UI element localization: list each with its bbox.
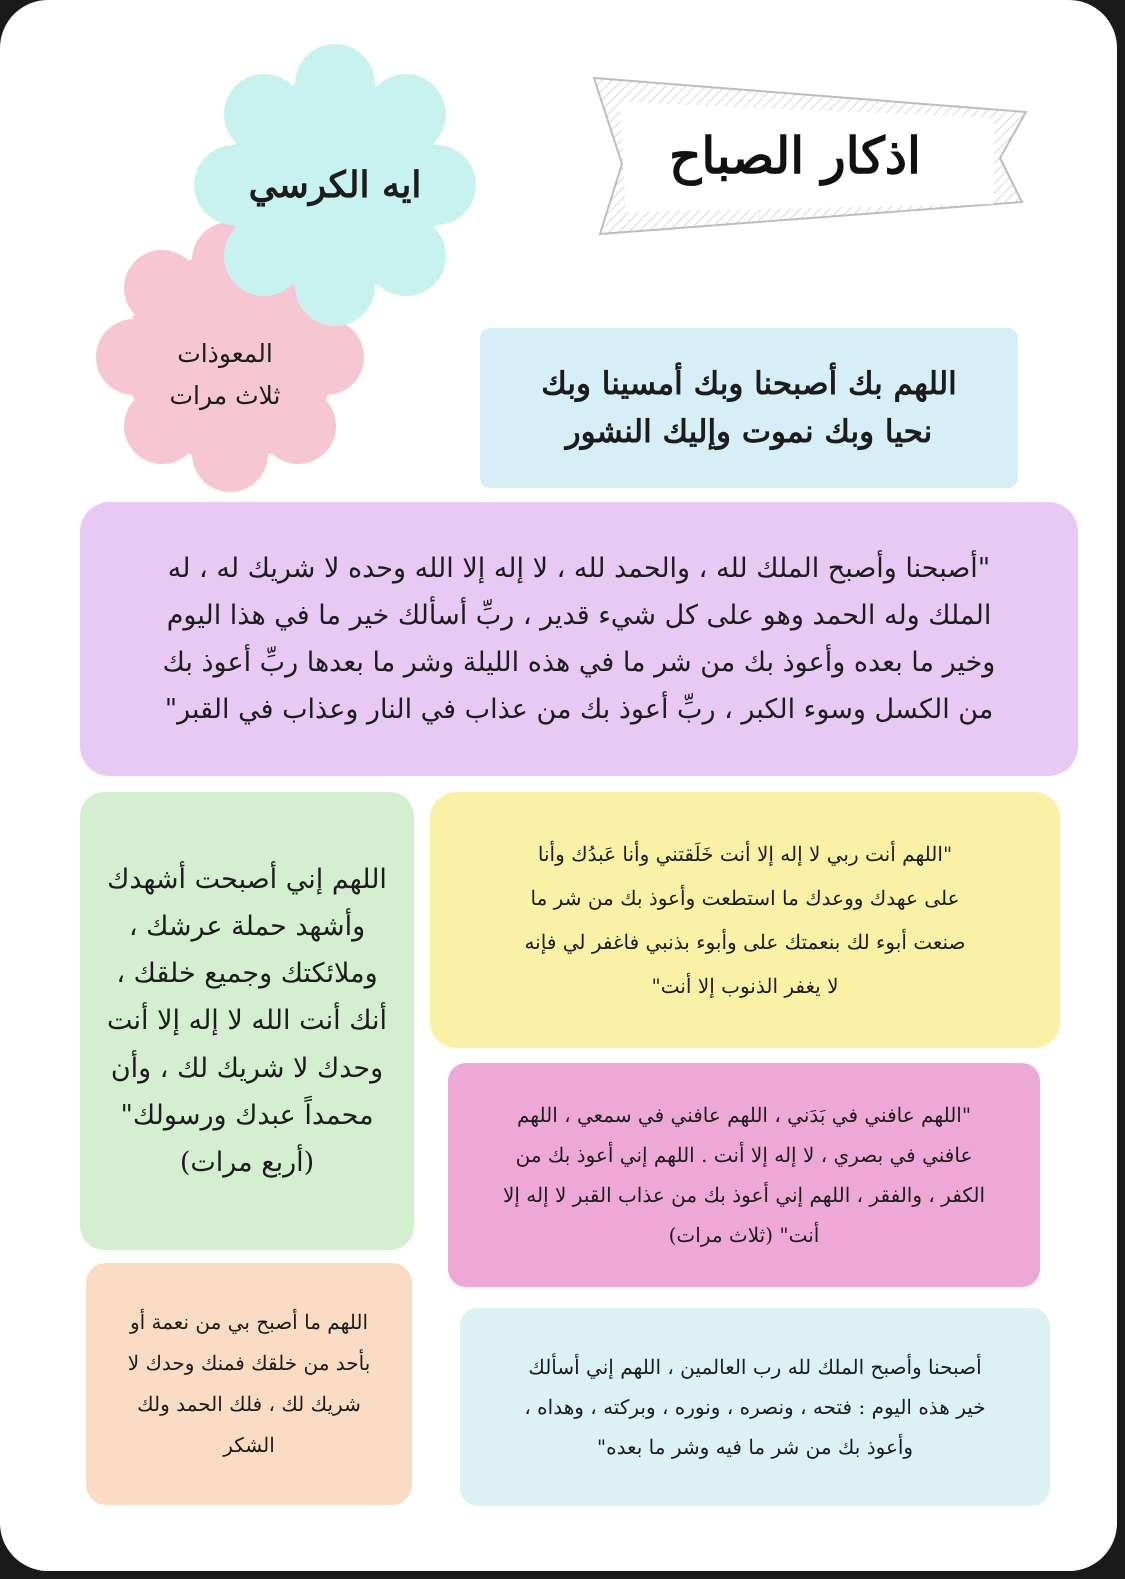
dua-line: على عهدك ووعدك ما استطعت وأعوذ بك من شر ما: [530, 886, 960, 910]
dua-line: وخير ما بعده وأعوذ بك من شر ما في هذه الليلة وشر ما بعدها ربِّ أعوذ بك: [162, 647, 996, 678]
dua-line: الشكر: [223, 1433, 275, 1457]
dua-line: وأشهد حملة عرشك ،: [128, 910, 366, 942]
page-title: اذكار الصباح: [669, 125, 921, 185]
dua-line: عافني في بصري ، لا إله إلا أنت . اللهم إني أعوذ بك من: [515, 1143, 973, 1167]
dua-line: أنك أنت الله لا إله إلا أنت: [107, 1005, 387, 1037]
dua-line: "اللهم عافني في بَدَني ، اللهم عافني في سمعي ، اللهم: [516, 1103, 972, 1127]
dua-line: الكفر ، والفقر ، اللهم إني أعوذ بك من عذاب القبر لا إله إلا: [502, 1183, 986, 1207]
dua-box-yellow: [430, 792, 1060, 1048]
dua-line: اللهم بك أصبحنا وبك أمسينا وبك: [541, 365, 957, 402]
dua-line: "أصبحنا وأصبح الملك لله ، والحمد لله ، لا إله إلا الله وحده لا شريك له ، له: [167, 552, 991, 584]
muawwidhat-line-2: ثلاث مرات: [169, 381, 281, 410]
dua-repeat-count: (أربع مرات): [179, 1147, 315, 1179]
dua-line: من الكسل وسوء الكبر ، ربِّ أعوذ بك من عذاب في النار وعذاب في القبر": [164, 694, 994, 726]
dua-line: "اللهم أنت ربي لا إله إلا أنت خَلَقتني وأنا عَبدُك وأنا: [537, 842, 953, 866]
dua-box-pink: [448, 1063, 1040, 1287]
dua-line: شريك لك ، فلك الحمد ولك: [137, 1392, 361, 1416]
dua-line: صنعت أبوء لك بنعمتك على وأبوء بذنبي فاغفر لي فإنه: [524, 930, 966, 954]
dua-box-green: [80, 792, 414, 1250]
dua-line: نحيا وبك نموت وإليك النشور: [565, 414, 933, 450]
dua-line: اللهم ما أصبح بي من نعمة أو: [129, 1310, 369, 1334]
muawwidhat-line-1: المعوذات: [177, 338, 273, 368]
dua-box-purple: [80, 502, 1078, 776]
dua-line: وملائكتك وجميع خلقك ،: [116, 958, 378, 990]
dua-box-cyan: [460, 1308, 1050, 1506]
dua-line: لا يغفر الذنوب إلا أنت": [651, 974, 839, 998]
dua-line: خير هذه اليوم : فتحه ، ونصره ، ونوره ، وبركته ، وهداه ،: [524, 1395, 986, 1419]
dua-line: محمداً عبدك ورسولك": [120, 1099, 374, 1131]
dua-line: بأحد من خلقك فمنك وحدك لا: [127, 1351, 371, 1375]
dua-line: اللهم إني أصبحت أشهدك: [107, 863, 387, 895]
muawwidhat-label: [125, 310, 325, 440]
dua-box-blue: [480, 328, 1018, 488]
dua-line: وحدك لا شريك لك ، وأن: [110, 1052, 384, 1084]
dua-line: أصبحنا وأصبح الملك لله رب العالمين ، اللهم إني أسألك: [528, 1355, 982, 1379]
dua-line: الملك وله الحمد وهو على كل شيء قدير ، ربِّ أسألك خير ما في هذا اليوم: [166, 599, 992, 631]
ayat-kursi-label: ايه الكرسي: [248, 164, 422, 206]
dua-box-peach: [86, 1263, 412, 1505]
dua-line: وأعوذ بك من شر ما فيه وشر ما بعده": [596, 1435, 914, 1459]
dua-line: أنت" (ثلاث مرات): [668, 1223, 820, 1247]
